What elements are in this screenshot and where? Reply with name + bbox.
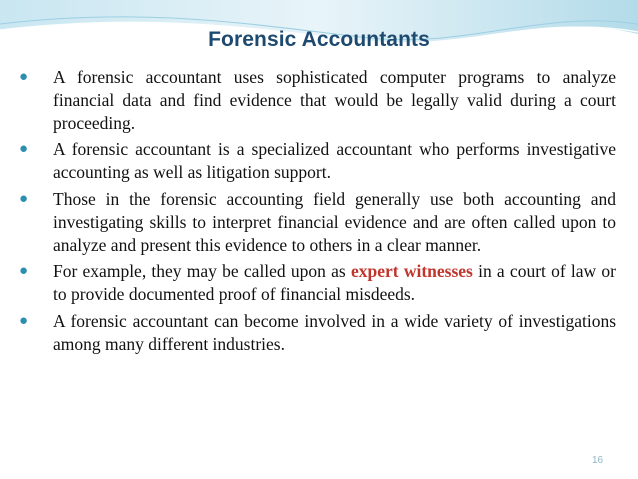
bullet-text-after: in a court of law or to provide documented proof of financial misdeeds. bbox=[53, 261, 617, 305]
bullet-text: A forensic accountant can become involved in a wide variety of investigations among many different industries. bbox=[53, 310, 616, 354]
page-number: 16 bbox=[592, 455, 604, 466]
circle-bullet-icon: ● bbox=[19, 312, 29, 329]
slide-title: Forensic Accountants bbox=[208, 28, 430, 51]
bullet-item bbox=[16, 310, 616, 356]
bullet-item bbox=[16, 188, 616, 256]
bullet-list bbox=[16, 66, 616, 360]
circle-bullet-icon: ● bbox=[19, 190, 29, 207]
bullet-text: Those in the forensic accounting field generally use both accounting and investigating skills to interpret financial evidence and are often called upon to analyze and present this evidence to others in a clear manner. bbox=[53, 188, 616, 255]
bullet-text bbox=[53, 261, 616, 304]
circle-bullet-icon: ● bbox=[19, 69, 29, 85]
highlighted-term: expert witnesses bbox=[350, 261, 473, 282]
bullet-text: A forensic accountant is a specialized accountant who performs investigative accounting as well as litigation support. bbox=[53, 139, 616, 183]
bullet-item bbox=[16, 66, 616, 134]
bullet-text-before: For example, they may be called upon as bbox=[53, 261, 351, 282]
bullet-item bbox=[16, 138, 616, 184]
bullet-item bbox=[16, 260, 616, 306]
circle-bullet-icon: ● bbox=[19, 263, 29, 280]
bullet-text: A forensic accountant uses sophisticated computer programs to analyze financial data and find evidence that would be legally valid during a court proceeding. bbox=[53, 67, 616, 133]
circle-bullet-icon: ● bbox=[19, 141, 29, 158]
